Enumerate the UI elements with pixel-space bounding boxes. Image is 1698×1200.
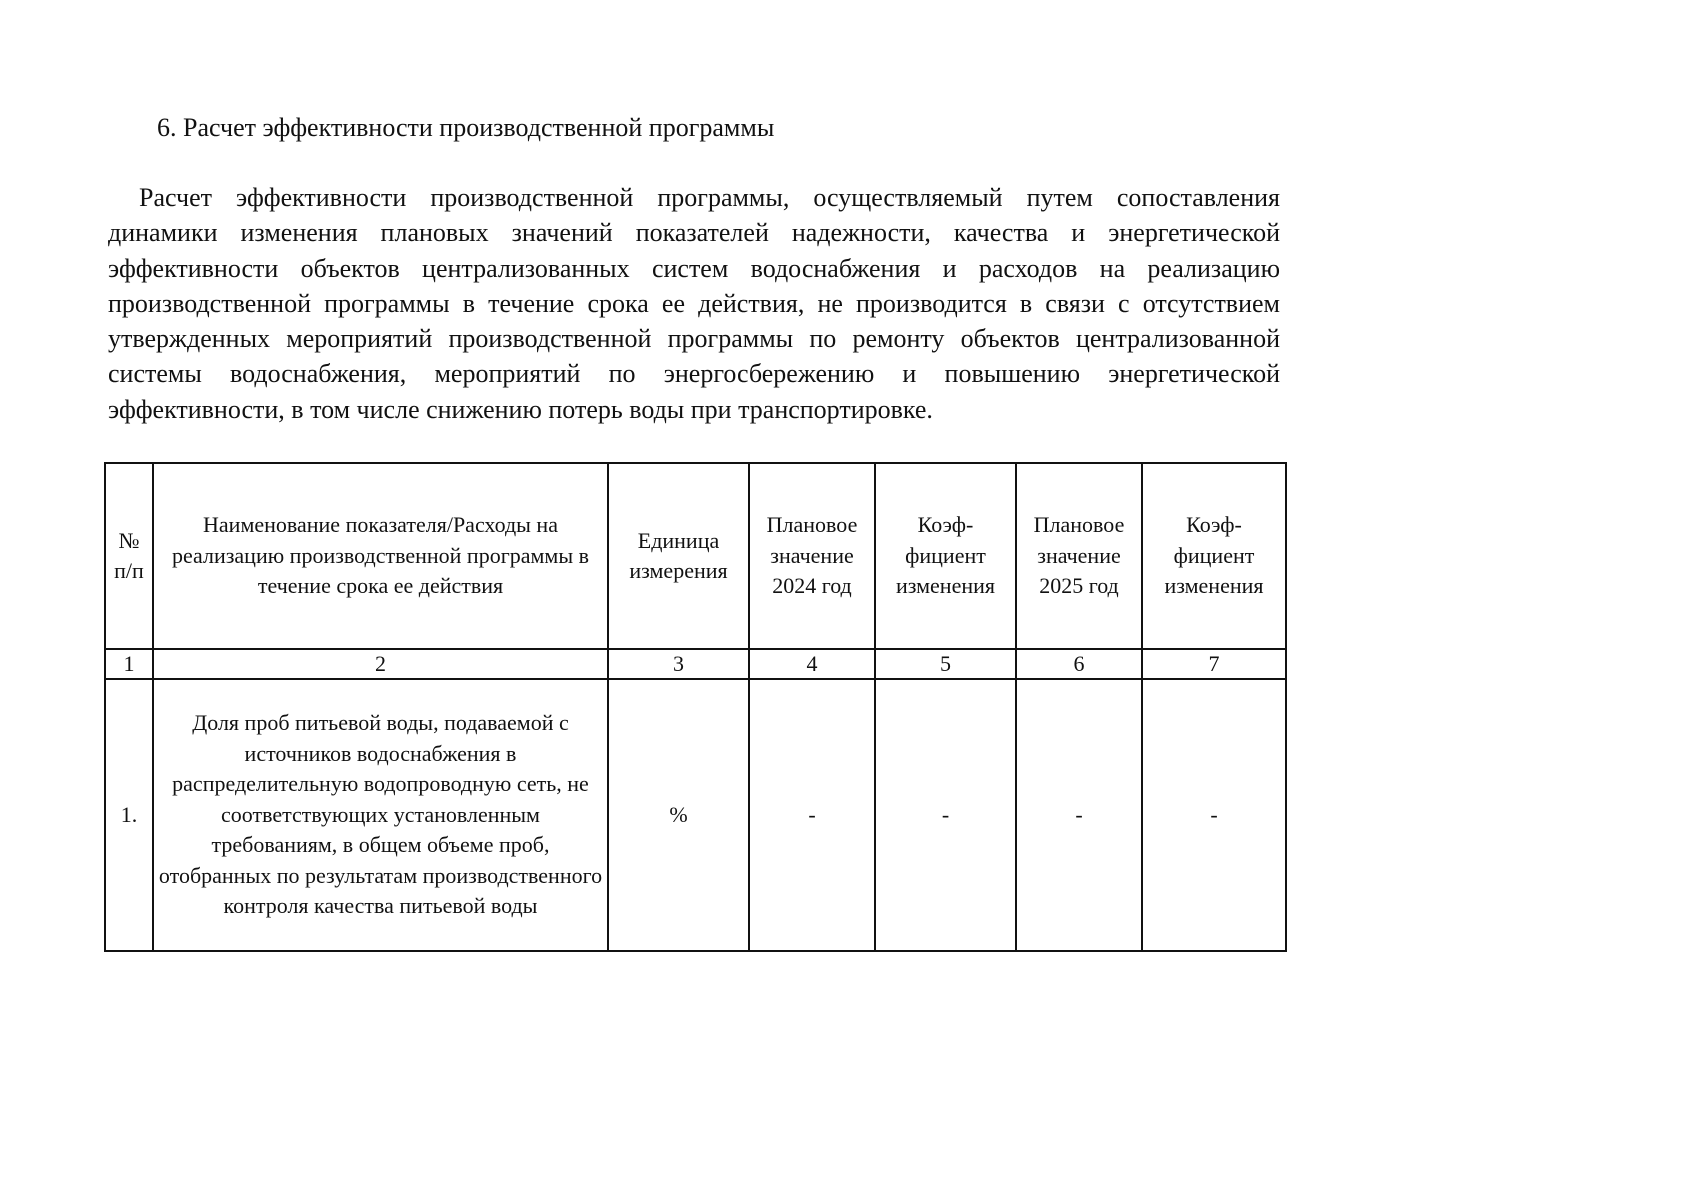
header-coef-2024: Коэф-фициент изменения (875, 463, 1016, 649)
unit-value: % (608, 679, 749, 951)
column-number: 3 (608, 649, 749, 679)
table-header-row (105, 463, 1286, 649)
column-number-row (105, 649, 1286, 679)
body-paragraph: Расчет эффективности производственной программы, осуществляемый путем сопоставления динамики изменения плановых значений показателей надежности, качества и энергетической эффективности объектов централизованных систем водоснабжения и расходов на реализацию производственной программы в течение срока ее действия, не производится в связи с отсутствием утвержденных мероприятий производственной программы по ремонту объектов централизованной системы водоснабжения, мероприятий по энергосбережению и повышению энергетической эффективности, в том числе снижению потерь воды при транспортировке. (108, 183, 1280, 424)
indicator-name: Доля проб питьевой воды, подаваемой с источников водоснабжения в распределительную водопроводную сеть, не соответствующих установленным требованиям, в общем объеме проб, отобранных по результатам производственного контроля качества питьевой воды (153, 679, 608, 951)
header-plan-2025: Плановое значение 2025 год (1016, 463, 1142, 649)
performance-table (104, 462, 1287, 952)
column-number: 6 (1016, 649, 1142, 679)
header-indicator-name: Наименование показателя/Расходы на реализацию производственной программы в течение срока ее действия (153, 463, 608, 649)
header-plan-2024: Плановое значение 2024 год (749, 463, 875, 649)
section-title: 6. Расчет эффективности производственной программы (157, 113, 775, 142)
header-row-number: № п/п (105, 463, 153, 649)
column-number: 2 (153, 649, 608, 679)
coef-2025-value: - (1142, 679, 1286, 951)
column-number: 4 (749, 649, 875, 679)
table-row (105, 679, 1286, 951)
coef-2024-value: - (875, 679, 1016, 951)
column-number: 1 (105, 649, 153, 679)
plan-2024-value: - (749, 679, 875, 951)
header-unit: Единица измерения (608, 463, 749, 649)
plan-2025-value: - (1016, 679, 1142, 951)
column-number: 7 (1142, 649, 1286, 679)
column-number: 5 (875, 649, 1016, 679)
header-coef-2025: Коэф-фициент изменения (1142, 463, 1286, 649)
row-number: 1. (105, 679, 153, 951)
